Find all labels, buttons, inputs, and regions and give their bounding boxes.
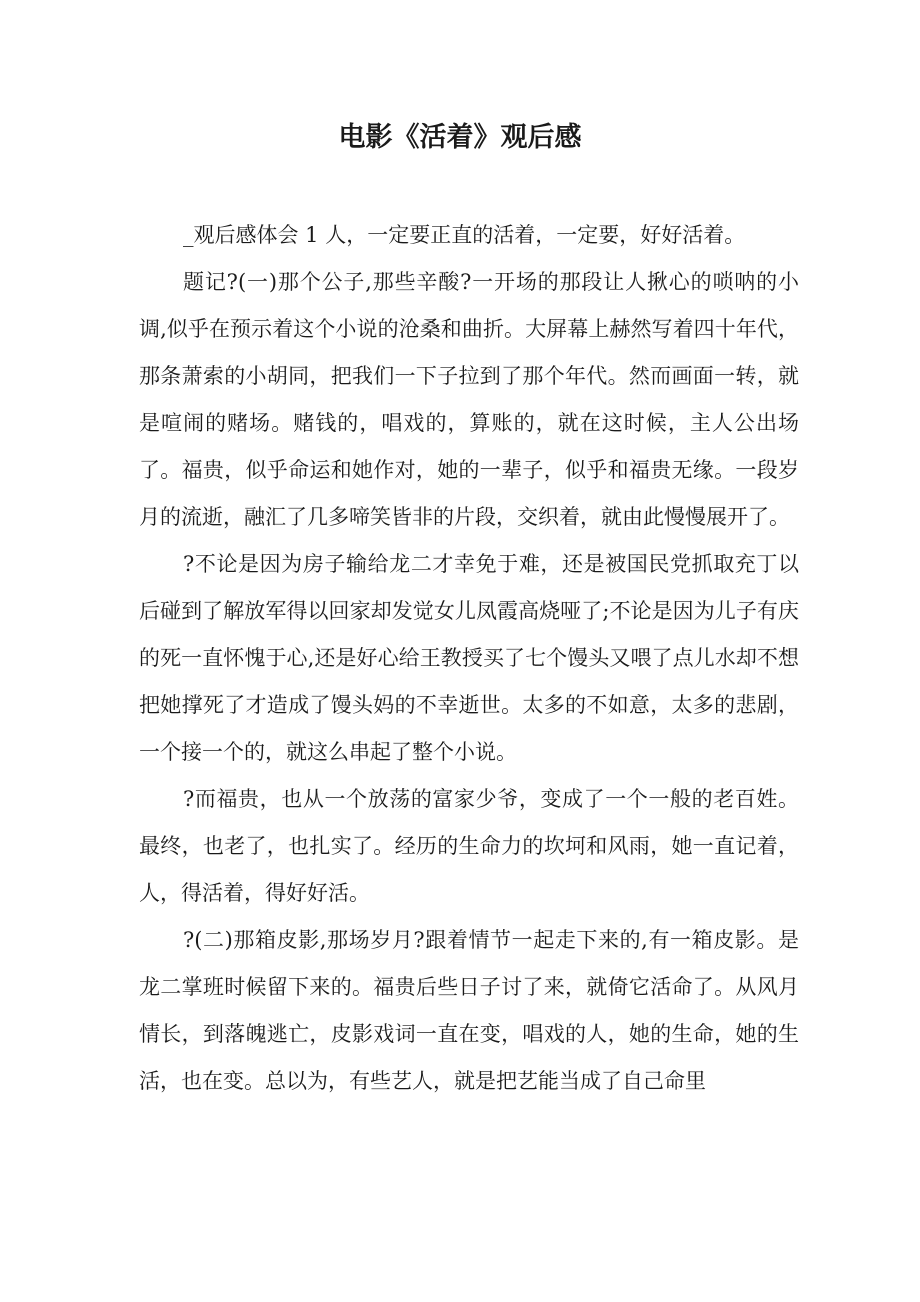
paragraph-4: ?而福贵，也从一个放荡的富家少爷，变成了一个一般的老百姓。最终，也老了，也扎实了。经历的生命力的坎坷和风雨，她一直记着，人，得活着，得好好活。 bbox=[139, 787, 799, 905]
document-body bbox=[139, 212, 799, 1105]
paragraph-2: 题记?(一)那个公子,那些辛酸?一开场的那段让人揪心的唢呐的小调,似乎在预示着这个小说的沧桑和曲折。大屏幕上赫然写着四十年代，那条萧索的小胡同，把我们一下子拉到了那个年代。然而画面一转，就是喧闹的赌场。赌钱的，唱戏的，算账的，就在这时候，主人公出场了。福贵，似乎命运和她作对，她的一辈子，似乎和福贵无缘。一段岁月的流逝，融汇了几多啼笑皆非的片段，交织着，就由此慢慢展开了。 bbox=[139, 270, 799, 529]
document-title: 电影《活着》观后感 bbox=[338, 122, 582, 153]
paragraph-3: ?不论是因为房子输给龙二才幸免于难，还是被国民党抓取充丁以后碰到了解放军得以回家却发觉女儿凤霞高烧哑了;不论是因为儿子有庆的死一直怀愧于心,还是好心给王教授买了七个馒头又喂了点儿水却不想把她撑死了才造成了馒头妈的不幸逝世。太多的不如意，太多的悲剧，一个接一个的，就这么串起了整个小说。 bbox=[139, 552, 799, 764]
paragraph-1: _观后感体会 1 人，一定要正直的活着，一定要，好好活着。 bbox=[183, 223, 746, 247]
paragraph-5: ?(二)那箱皮影,那场岁月?跟着情节一起走下来的,有一箱皮影。是龙二掌班时候留下来的。福贵后些日子讨了来，就倚它活命了。从风月情长，到落魄逃亡，皮影戏词一直在变，唱戏的人，她的生命，她的生活，也在变。总以为，有些艺人，就是把艺能当成了自己命里 bbox=[139, 928, 799, 1093]
